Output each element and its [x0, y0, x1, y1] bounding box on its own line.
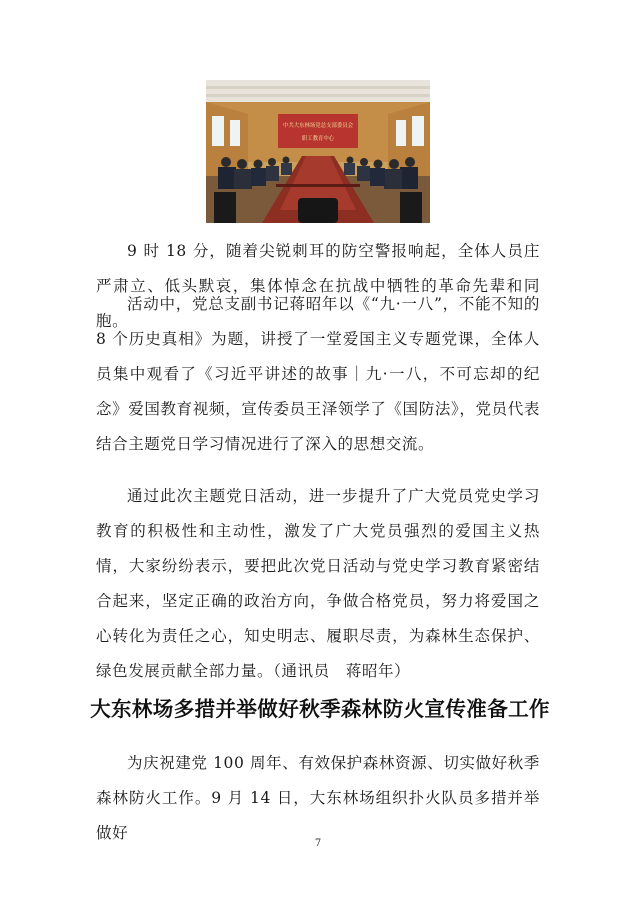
banner-text-line2: 职工教育中心: [301, 136, 335, 142]
paragraph-activity: 活动中，党总支副书记蒋昭年以《“九·一八”，不能不知的 8 个历史真相》为题，讲授了一堂爱国主义专题党课，全体人员集中观看了《习近平讲述的故事｜九·一八，不可忘却的纪念》爱国教育视频，宣传委员王泽领学了《国防法》，党员代表结合主题党日学习情况进行了深入的思想交流。: [96, 295, 540, 453]
banner-text-line1: 中共大东林场党总支部委员会: [282, 123, 354, 129]
page-number: 7: [314, 838, 322, 849]
paragraph-silent-tribute: 9 时 18 分，随着尖锐刺耳的防空警报响起，全体人员庄严肃立、低头默哀，集体悼念在抗战中牺牲的革命先辈和同胞。: [96, 242, 540, 330]
paragraph-fire-prevention: 为庆祝建党 100 周年、有效保护森林资源、切实做好秋季森林防火工作。9 月 14 日，大东林场组织扑火队员多措并举做好: [96, 754, 540, 842]
meeting-photo: [206, 80, 430, 223]
article-heading: 大东林场多措并举做好秋季森林防火宣传准备工作: [90, 697, 550, 721]
paragraph-summary: 通过此次主题党日活动，进一步提升了广大党员党史学习教育的积极性和主动性，激发了广大党员强烈的爱国主义热情，大家纷纷表示，要把此次党日活动与党史学习教育紧密结合起来，坚定正确的政治方向，争做合格党员，努力将爱国之心转化为责任之心，知史明志、履职尽责，为森林生态保护、绿色发展贡献全部力量。（通讯员 蒋昭年）: [96, 487, 540, 680]
